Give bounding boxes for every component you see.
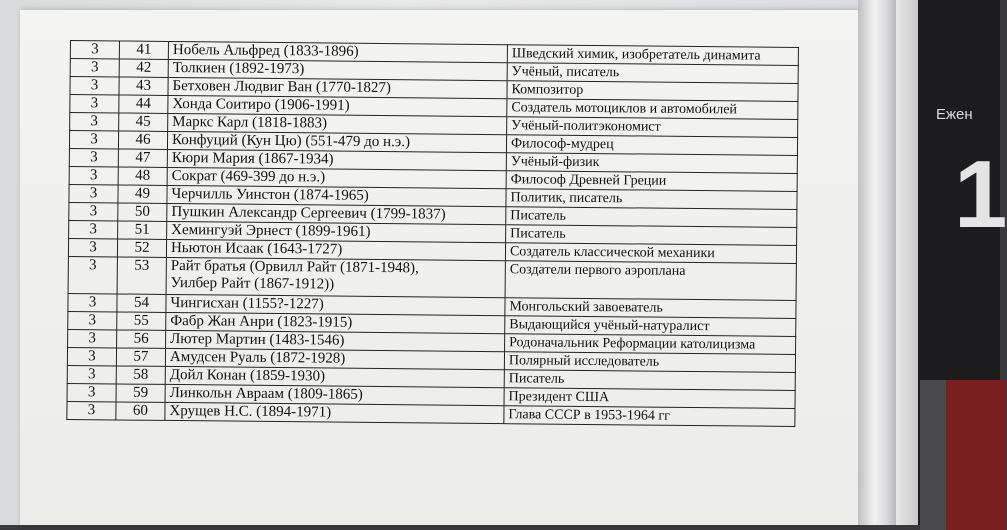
grade-cell: 3 — [67, 365, 116, 383]
description-cell: Создатель мотоциклов и автомобилей — [507, 99, 798, 120]
grade-cell: 3 — [68, 238, 117, 256]
description-cell: Писатель — [504, 370, 795, 391]
description-cell: Писатель — [506, 207, 797, 228]
description-cell: Философ Древней Греции — [506, 171, 797, 192]
name-cell — [165, 402, 504, 423]
number-cell: 44 — [119, 95, 168, 113]
description-cell: Создатели первого аэроплана — [505, 261, 796, 301]
number-cell: 55 — [117, 312, 166, 330]
description-cell: Создатель классической механики — [505, 243, 796, 264]
number-cell: 47 — [118, 149, 167, 167]
description-cell: Выдающийся учёный-натуралист — [505, 316, 796, 337]
description-cell: Учёный-политэкономист — [507, 117, 798, 138]
number-cell: 52 — [117, 239, 166, 257]
book-cover — [896, 0, 1007, 525]
number-cell: 56 — [117, 330, 166, 348]
number-cell: 46 — [118, 131, 167, 149]
number-cell: 50 — [118, 203, 167, 221]
grade-cell: 3 — [68, 329, 117, 347]
name-text: Кюри Мария (1867-1934) — [171, 149, 334, 168]
name-text: Конфуций (Кун Цю) (551-479 до н.э.) — [171, 131, 411, 151]
grade-cell: 3 — [69, 202, 118, 220]
grade-cell: 3 — [70, 77, 119, 95]
grade-cell: 3 — [69, 166, 118, 184]
number-cell: 59 — [116, 384, 165, 402]
name-text: Дойл Конан (1859-1930) — [169, 366, 326, 385]
name-text: Пушкин Александр Сергеевич (1799-1837) — [171, 203, 446, 223]
description-cell: Учёный-физик — [506, 153, 797, 174]
book-label: Ежен — [936, 106, 973, 123]
name-text: Ньютон Исаак (1643-1727) — [170, 239, 343, 258]
grade-cell: 3 — [69, 220, 118, 238]
name-text: Хонда Соитиро (1906-1991) — [172, 95, 350, 114]
number-cell: 43 — [119, 77, 168, 95]
name-text: Бетховен Людвиг Ван (1770-1827) — [172, 77, 392, 97]
number-cell: 45 — [119, 113, 168, 131]
description-cell: Философ-мудрец — [506, 135, 797, 156]
name-text: Лютер Мартин (1483-1546) — [170, 330, 345, 349]
description-cell: Полярный исследователь — [504, 352, 795, 373]
name-text: Линкольн Авраам (1809-1865) — [169, 384, 363, 403]
name-text: Амудсен Руаль (1872-1928) — [169, 348, 346, 367]
name-text: Райт братья (Орвилл Райт (1871-1948), — [170, 257, 419, 277]
grade-cell: 3 — [68, 293, 117, 311]
description-cell: Шведский химик, изобретатель динамита — [507, 45, 798, 66]
description-cell: Монгольский завоеватель — [505, 298, 796, 319]
description-cell: Композитор — [507, 81, 798, 102]
grade-cell: 3 — [68, 311, 117, 329]
number-cell: 58 — [116, 366, 165, 384]
name-text: Фабр Жан Анри (1823-1915) — [170, 312, 353, 331]
grade-cell: 3 — [67, 401, 116, 419]
grade-cell: 3 — [68, 256, 117, 293]
description-cell: Учёный, писатель — [507, 63, 798, 84]
book-big-glyph: 1 — [954, 141, 1007, 248]
grade-cell: 3 — [70, 59, 119, 77]
name-text: Хемингуэй Эрнест (1899-1961) — [171, 221, 371, 240]
name-text: Сократ (469-399 до н.э.) — [171, 167, 326, 186]
people-table — [66, 40, 799, 427]
number-cell: 54 — [117, 294, 166, 312]
description-cell: Политик, писатель — [506, 189, 797, 210]
binder-edge — [858, 0, 900, 525]
grade-cell: 3 — [70, 41, 119, 59]
number-cell: 57 — [116, 348, 165, 366]
number-cell: 42 — [119, 59, 168, 77]
number-cell: 53 — [117, 257, 166, 294]
number-cell: 60 — [116, 402, 165, 420]
number-cell: 49 — [118, 185, 167, 203]
grade-cell: 3 — [69, 184, 118, 202]
grade-cell: 3 — [70, 113, 119, 131]
description-cell: Президент США — [504, 388, 795, 409]
name-text-line2: Уилбер Райт (1867-1912)) — [170, 274, 335, 293]
name-cell — [166, 257, 505, 297]
grade-cell: 3 — [70, 95, 119, 113]
number-cell: 48 — [118, 167, 167, 185]
name-text: Чингисхан (1155?-1227) — [170, 294, 324, 313]
description-cell: Родоначальник Реформации католицизма — [505, 334, 796, 355]
grade-cell: 3 — [67, 347, 116, 365]
grade-cell: 3 — [69, 148, 118, 166]
name-text: Маркс Карл (1818-1883) — [172, 113, 328, 132]
name-text: Нобель Альфред (1833-1896) — [172, 41, 359, 60]
name-text: Хрущев Н.С. (1894-1971) — [169, 402, 332, 421]
name-text: Толкиен (1892-1973) — [172, 59, 305, 78]
number-cell: 41 — [119, 41, 168, 59]
description-cell: Глава СССР в 1953-1964 гг — [504, 406, 795, 427]
number-cell: 51 — [118, 221, 167, 239]
description-cell: Писатель — [506, 225, 797, 246]
grade-cell: 3 — [67, 383, 116, 401]
name-text: Черчилль Уинстон (1874-1965) — [171, 185, 369, 204]
grade-cell: 3 — [69, 131, 118, 149]
